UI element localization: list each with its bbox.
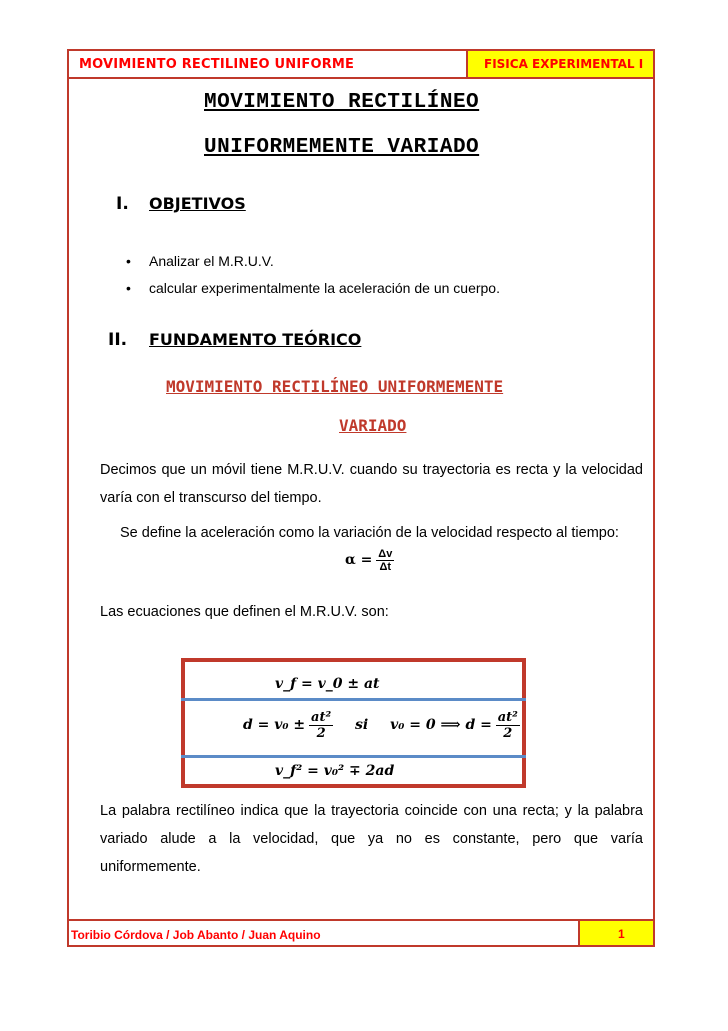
footer-divider bbox=[67, 919, 655, 921]
footer-authors: Toribio Córdova / Job Abanto / Juan Aquino bbox=[71, 928, 321, 942]
paragraph-definition: Decimos que un móvil tiene M.R.U.V. cuando su trayectoria es recta y la velocidad varía con el transcurso del tiempo. bbox=[100, 462, 643, 506]
bullet-dot: • bbox=[126, 253, 131, 269]
header-left-cell bbox=[69, 51, 464, 77]
header-divider bbox=[67, 77, 655, 79]
equation-final-velocity: v_f = v_0 ± at bbox=[275, 676, 380, 692]
section2-number: II. bbox=[108, 330, 128, 350]
document-title-line1: MOVIMIENTO RECTILÍNEO bbox=[204, 91, 480, 114]
fraction-denominator: 2 bbox=[503, 726, 513, 741]
equation-separator bbox=[181, 755, 526, 758]
document-title-line2: UNIFORMEMENTE VARIADO bbox=[204, 136, 480, 159]
bullet-dot: • bbox=[126, 280, 131, 296]
equation-separator bbox=[181, 698, 526, 701]
acceleration-formula bbox=[345, 548, 394, 573]
header-course-title: MOVIMIENTO RECTILINEO UNIFORME bbox=[79, 57, 355, 72]
fraction-numerator: at² bbox=[497, 710, 518, 725]
page-number: 1 bbox=[618, 927, 625, 941]
section2-title: FUNDAMENTO TEÓRICO bbox=[149, 330, 362, 349]
bullet-item: calcular experimentalmente la aceleración de un cuerpo. bbox=[149, 280, 500, 296]
equation-condition: v₀ = 0 ⟹ d = bbox=[390, 717, 492, 734]
acceleration-definition-text: Se define la aceleración como la variación de la velocidad respecto al tiempo: bbox=[120, 525, 619, 541]
section1-number: I. bbox=[116, 194, 129, 214]
acceleration-fraction bbox=[376, 548, 394, 573]
equation-condition-si: si bbox=[355, 717, 369, 734]
bullet-item: Analizar el M.R.U.V. bbox=[149, 253, 274, 269]
equations-intro-text: Las ecuaciones que definen el M.R.U.V. son: bbox=[100, 604, 389, 620]
fraction-numerator: at² bbox=[311, 710, 332, 725]
fraction-numerator: Δv bbox=[378, 548, 393, 560]
subsection-title-line2: VARIADO bbox=[339, 416, 407, 435]
equation-displacement bbox=[243, 710, 520, 741]
equation-displacement-lhs: d = v₀ ± bbox=[243, 717, 306, 734]
equation-displacement-fraction bbox=[309, 710, 333, 741]
header-subject: FISICA EXPERIMENTAL I bbox=[484, 57, 644, 71]
fraction-denominator: 2 bbox=[316, 726, 326, 741]
acceleration-formula-lhs: α = bbox=[345, 552, 373, 569]
fraction-denominator: Δt bbox=[379, 561, 392, 573]
equation-velocity-squared: v_f² = v₀² ∓ 2ad bbox=[275, 763, 395, 779]
header-right-cell bbox=[466, 51, 653, 77]
footer-page-cell bbox=[578, 921, 653, 945]
subsection-title-line1: MOVIMIENTO RECTILÍNEO UNIFORMEMENTE bbox=[166, 377, 504, 396]
section1-title: OBJETIVOS bbox=[149, 194, 246, 213]
equation-condition-fraction bbox=[496, 710, 520, 741]
paragraph-rectilinear: La palabra rectilíneo indica que la trayectoria coincide con una recta; y la palabra variado alude a la velocidad, que ya no es constante, pero que varía uniformemente. bbox=[100, 803, 643, 875]
